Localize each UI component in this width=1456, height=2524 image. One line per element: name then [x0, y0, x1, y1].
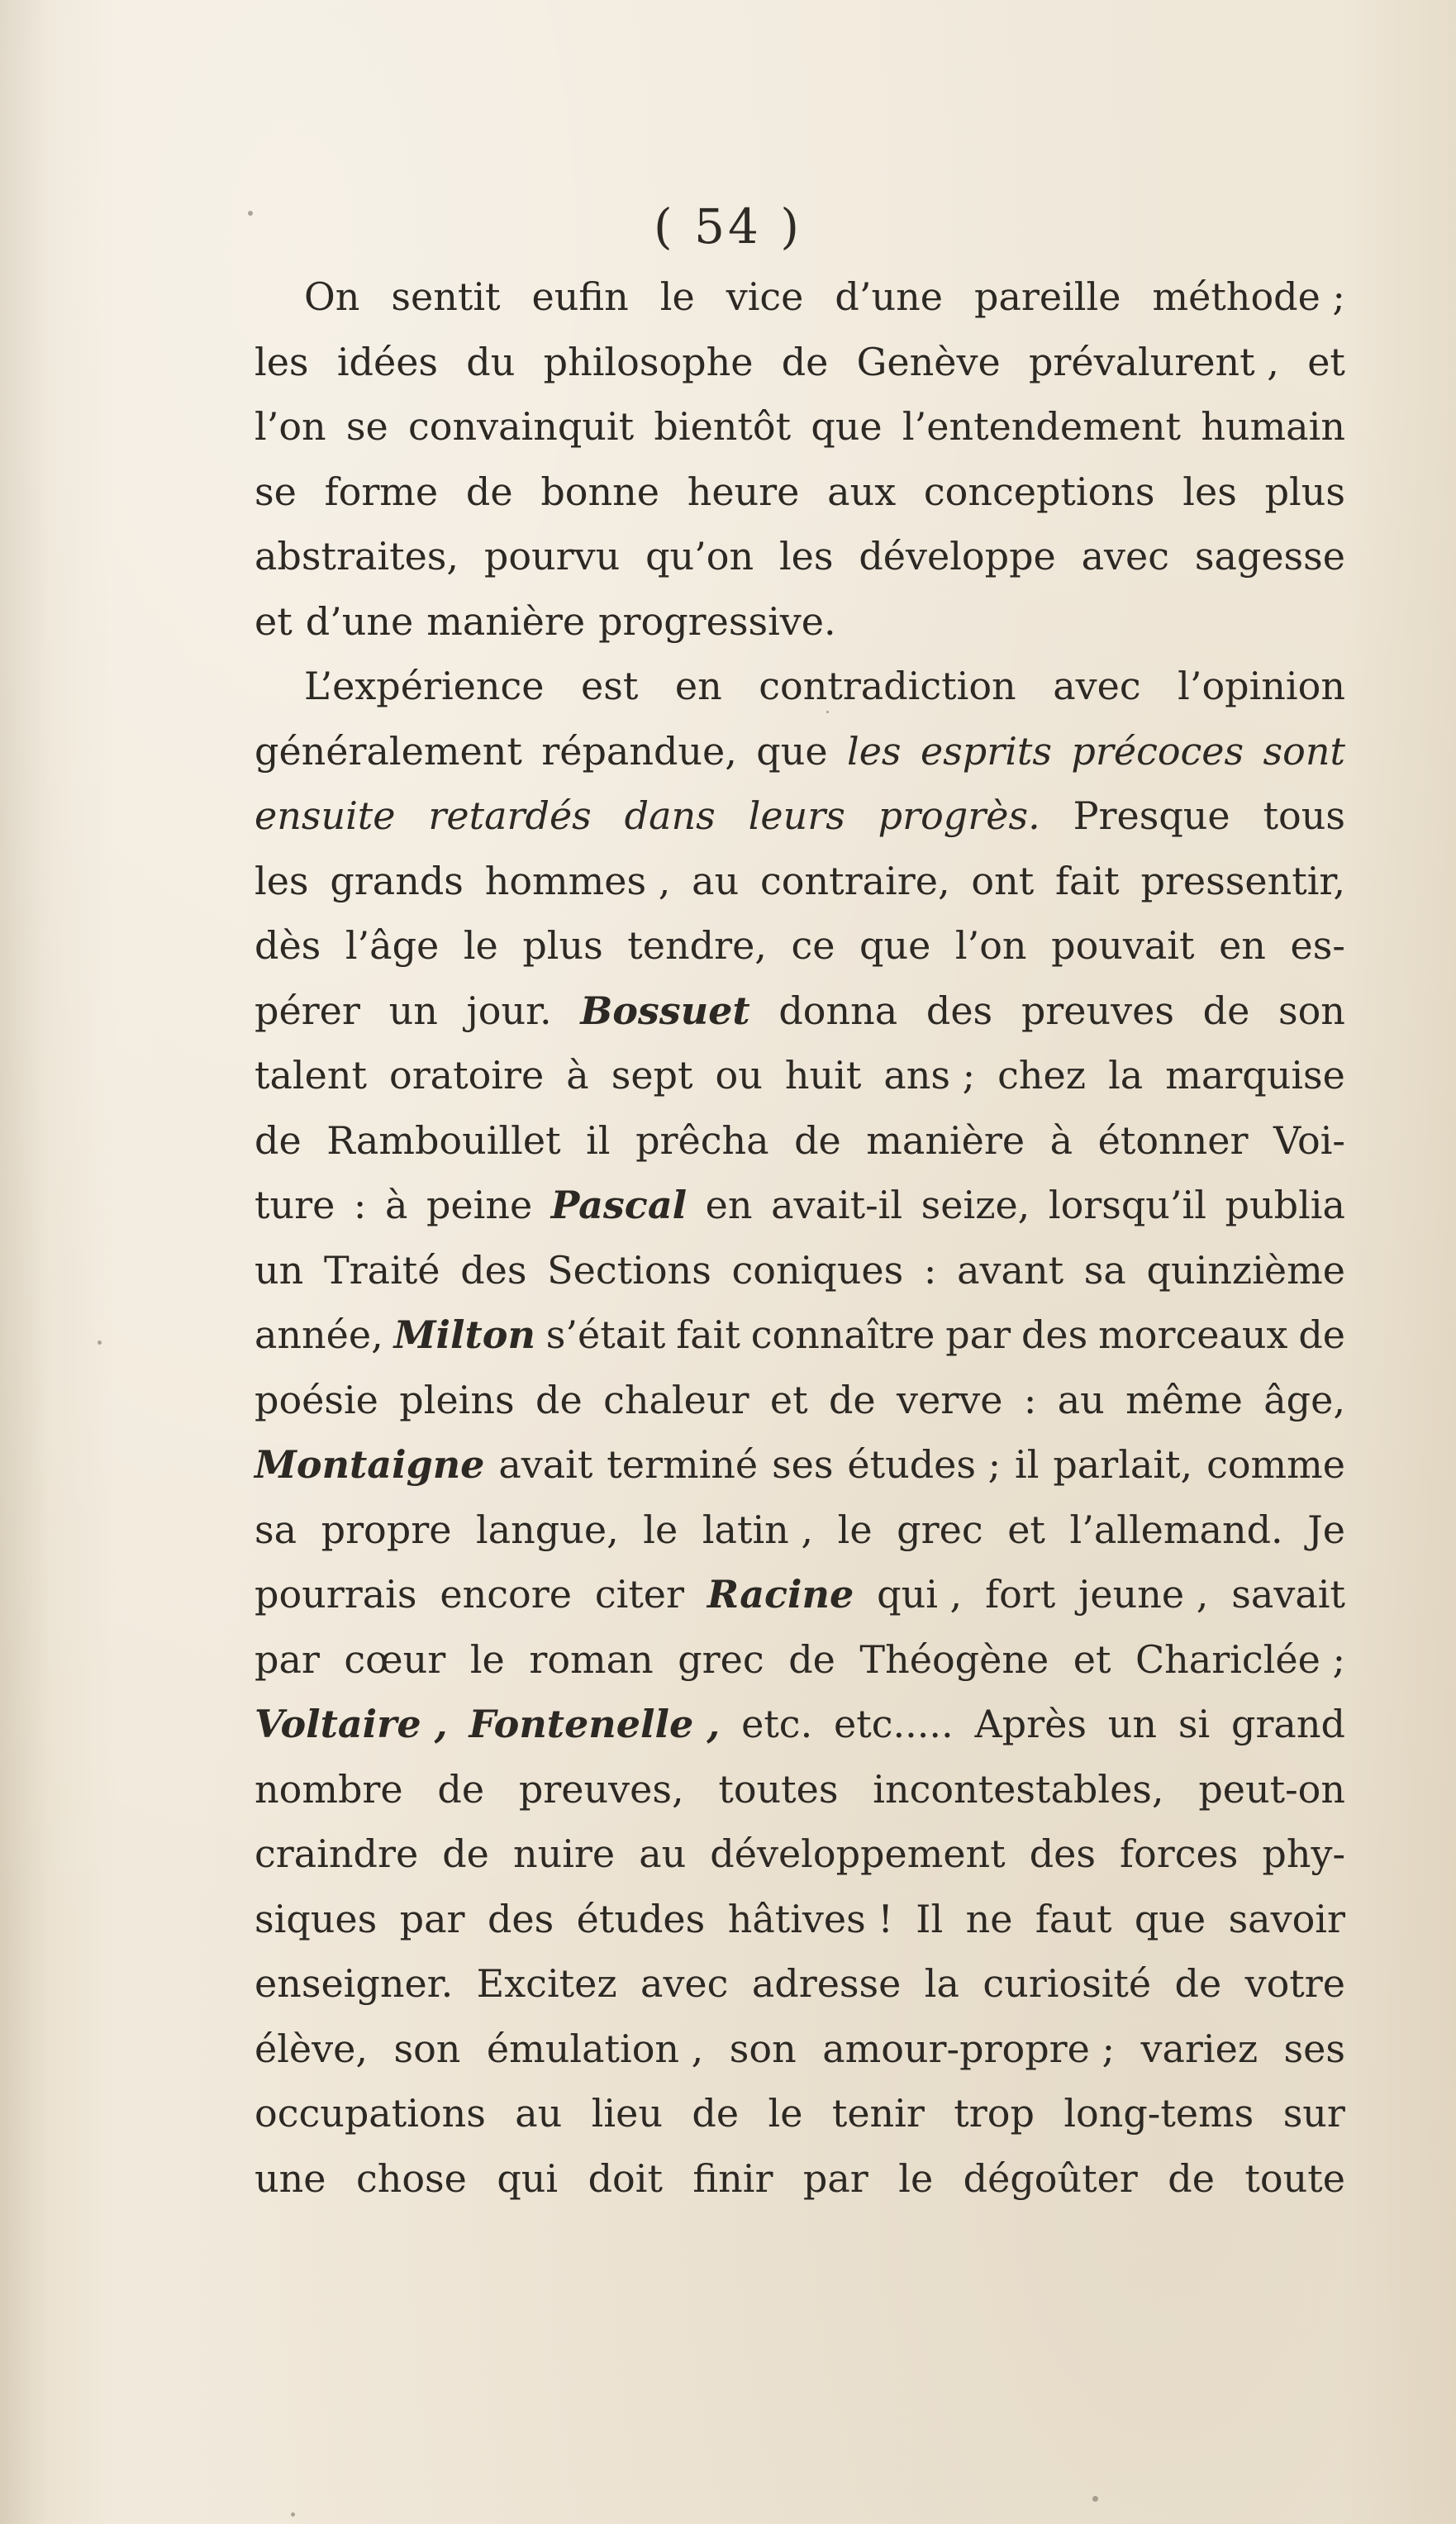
word: qu’on: [645, 534, 754, 579]
word: par: [945, 1312, 1011, 1357]
text-line: [255, 1302, 1345, 1368]
word: etc.....: [834, 1702, 954, 1746]
word: Voi-: [1273, 1117, 1345, 1163]
word: pareille: [974, 274, 1121, 319]
word: l’on: [954, 923, 1027, 968]
word: le: [469, 1636, 505, 1682]
word: quinzième: [1146, 1247, 1345, 1293]
word: conceptions: [923, 469, 1155, 514]
word: hommes ,: [484, 858, 671, 903]
word: incontestables,: [873, 1766, 1164, 1812]
word: sa: [1083, 1247, 1126, 1293]
text-line: [255, 2017, 1345, 2082]
word: plus: [522, 923, 603, 968]
word: les: [778, 534, 834, 579]
word: sur: [1282, 2091, 1345, 2136]
word: tendre,: [627, 923, 767, 968]
word: sept: [611, 1053, 693, 1098]
word: Voltaire ,: [255, 1702, 448, 1746]
word: s’était: [545, 1312, 666, 1357]
word: contradiction: [759, 664, 1016, 708]
text-line: [255, 1562, 1345, 1627]
text-line: [255, 330, 1345, 395]
word: nombre: [255, 1766, 403, 1812]
text-line: [255, 1368, 1345, 1433]
word: étonner: [1097, 1117, 1249, 1163]
word: Rambouillet: [326, 1117, 561, 1163]
word: vice: [726, 274, 804, 319]
word: fait: [676, 1312, 740, 1357]
word: développe: [859, 534, 1056, 579]
text-line: [255, 849, 1345, 914]
text-line: [255, 264, 1345, 330]
word: des: [487, 1896, 554, 1941]
word: ensuite: [255, 793, 396, 838]
word: le: [898, 2155, 934, 2201]
word: de: [442, 1831, 489, 1876]
word: et: [769, 1377, 808, 1422]
word: encore: [440, 1572, 572, 1617]
word: et: [255, 598, 293, 644]
word: bonne: [540, 469, 659, 514]
word: qui: [497, 2155, 559, 2201]
word: développement: [710, 1831, 1006, 1876]
word: finir: [692, 2155, 773, 2201]
word: que: [1134, 1896, 1206, 1941]
word: chez: [997, 1053, 1087, 1098]
word: L’expérience: [304, 664, 545, 708]
text-line: [255, 1887, 1345, 1952]
word: roman: [529, 1636, 654, 1682]
word: donna: [778, 988, 898, 1033]
word: progressive.: [598, 598, 836, 644]
word: siques: [255, 1896, 378, 1941]
word: manière: [426, 598, 586, 644]
word: une: [255, 2155, 326, 2201]
word: des: [925, 988, 993, 1033]
word: l’entendement: [902, 404, 1182, 449]
word: comme: [1206, 1442, 1345, 1487]
word: les: [846, 728, 902, 774]
word: un: [1107, 1702, 1158, 1746]
word: faut: [1035, 1896, 1112, 1941]
word: ses: [772, 1442, 834, 1487]
word: au: [692, 858, 740, 903]
text-line: [255, 783, 1345, 849]
word: enseigner.: [255, 1961, 454, 2006]
word: nuire: [512, 1831, 616, 1876]
word: peut-on: [1198, 1766, 1345, 1812]
word: avait-il: [771, 1183, 903, 1227]
word: verve: [897, 1377, 1003, 1422]
word: année,: [255, 1312, 383, 1357]
word: variez: [1140, 2026, 1259, 2071]
word: Théogène: [859, 1636, 1049, 1682]
word: curiosité: [983, 1961, 1152, 2006]
word: bientôt: [654, 404, 792, 449]
word: est: [581, 664, 639, 708]
word: convainquit: [408, 404, 635, 449]
word: au: [639, 1831, 687, 1876]
word: philosophe: [543, 339, 754, 384]
word: et: [1007, 1507, 1045, 1552]
word: de: [465, 469, 513, 514]
text-line: [255, 1043, 1345, 1108]
word: de: [255, 1117, 302, 1163]
word: élève,: [255, 2026, 368, 2071]
word: adresse: [751, 1961, 902, 2006]
word: de: [1298, 1312, 1345, 1357]
paper-speck: [291, 2512, 295, 2517]
word: toutes: [718, 1766, 839, 1812]
word: jeune ,: [1078, 1572, 1209, 1617]
word: preuves: [1021, 988, 1174, 1033]
word: abstraites,: [255, 534, 459, 579]
word: dans: [624, 793, 716, 838]
word: de: [788, 1636, 835, 1682]
word: peine: [426, 1183, 533, 1227]
word: huit: [784, 1053, 862, 1098]
word: de: [1202, 988, 1250, 1033]
word: de: [1168, 2155, 1215, 2201]
word: Racine: [707, 1572, 854, 1617]
word: avec: [1081, 534, 1169, 579]
text-line: [255, 1108, 1345, 1174]
word: poésie: [255, 1377, 378, 1422]
word: preuves,: [518, 1766, 684, 1812]
word: se: [255, 469, 297, 514]
word: sagesse: [1194, 534, 1345, 579]
paper-speck: [1092, 2496, 1098, 2502]
word: forme: [324, 469, 439, 514]
word: il: [586, 1117, 611, 1163]
word: hâtives !: [727, 1896, 893, 1941]
word: ture: [255, 1183, 335, 1227]
word: en: [705, 1183, 753, 1227]
word: des: [1021, 1312, 1088, 1357]
word: pouvait: [1051, 923, 1195, 968]
word: un: [255, 1247, 304, 1293]
word: le: [643, 1507, 678, 1552]
word: et: [1307, 339, 1345, 384]
word: ou: [715, 1053, 763, 1098]
word: son: [729, 2026, 797, 2071]
word: avec: [640, 1961, 729, 2006]
word: Il: [916, 1896, 944, 1941]
word: :: [923, 1247, 937, 1293]
word: le: [659, 274, 695, 319]
text-line: [255, 1238, 1345, 1303]
text-line: [255, 1757, 1345, 1822]
word: ans ;: [883, 1053, 976, 1098]
word: savait: [1231, 1572, 1345, 1617]
word: craindre: [255, 1831, 419, 1876]
word: Traité: [323, 1247, 440, 1293]
word: citer: [594, 1572, 685, 1617]
word: pleins: [399, 1377, 515, 1422]
word: votre: [1244, 1961, 1345, 2006]
text-line: [255, 524, 1345, 589]
word: Genève: [856, 339, 1001, 384]
paper-speck: [826, 711, 829, 713]
word: que: [756, 728, 828, 774]
word: ne: [965, 1896, 1013, 1941]
word: il: [1015, 1442, 1040, 1487]
word: toute: [1244, 2155, 1345, 2201]
word: grec: [678, 1636, 764, 1682]
word: parlait,: [1053, 1442, 1193, 1487]
word: latin ,: [702, 1507, 814, 1552]
word: Presque: [1073, 793, 1230, 838]
text-line: [255, 1173, 1345, 1238]
word: répandue,: [541, 728, 737, 774]
word: le: [463, 923, 498, 968]
word: la: [1108, 1053, 1144, 1098]
word: manière: [866, 1117, 1025, 1163]
word: que: [811, 404, 883, 449]
word: terminé: [607, 1442, 759, 1487]
text-line: [255, 1822, 1345, 1887]
word: avec: [1053, 664, 1141, 708]
word: es-: [1290, 923, 1345, 968]
word: à: [384, 1183, 408, 1227]
word: la: [924, 1961, 959, 2006]
word: connaître: [750, 1312, 935, 1357]
word: de: [437, 1766, 485, 1812]
word: précoces: [1071, 728, 1244, 774]
word: langue,: [476, 1507, 619, 1552]
word: publia: [1225, 1183, 1345, 1227]
word: avant: [957, 1247, 1064, 1293]
word: âge,: [1263, 1377, 1345, 1422]
word: en: [1219, 923, 1266, 968]
word: lorsqu’il: [1048, 1183, 1206, 1227]
word: à: [566, 1053, 589, 1098]
text-line: [255, 2081, 1345, 2146]
word: fait: [1055, 858, 1120, 903]
word: marquise: [1165, 1053, 1345, 1098]
word: chose: [355, 2155, 467, 2201]
word: prévalurent ,: [1028, 339, 1279, 384]
word: d’une: [305, 598, 414, 644]
word: méthode ;: [1152, 274, 1345, 319]
word: le: [768, 2091, 803, 2136]
word: l’âge: [345, 923, 440, 968]
word: sentit: [391, 274, 501, 319]
paper-speck: [248, 211, 253, 216]
word: morceaux: [1098, 1312, 1288, 1357]
word: dégoûter: [963, 2155, 1138, 2201]
text-line: [255, 719, 1345, 784]
text-line: [255, 589, 1345, 655]
paper-speck: [98, 1341, 102, 1345]
word: humain: [1201, 404, 1345, 449]
word: talent: [255, 1053, 367, 1098]
word: grand: [1231, 1702, 1345, 1746]
word: dès: [255, 923, 321, 968]
word: avait: [498, 1442, 593, 1487]
word: même: [1125, 1377, 1243, 1422]
word: :: [353, 1183, 367, 1227]
word: retardés: [428, 793, 592, 838]
word: un: [388, 988, 438, 1033]
word: d’une: [835, 274, 943, 319]
word: idées: [336, 339, 439, 384]
text-line: [255, 1951, 1345, 2017]
word: l’opinion: [1178, 664, 1345, 708]
word: les: [1182, 469, 1237, 514]
word: contraire,: [760, 858, 950, 903]
word: Bossuet: [580, 988, 750, 1033]
text-line: [255, 654, 1345, 719]
word: son: [393, 2026, 461, 2071]
word: Chariclée ;: [1135, 1636, 1345, 1682]
word: propre: [321, 1507, 452, 1552]
word: chaleur: [603, 1377, 749, 1422]
word: phy-: [1262, 1831, 1345, 1876]
word: pressentir,: [1140, 858, 1345, 903]
word: et: [1073, 1636, 1111, 1682]
word: si: [1178, 1702, 1211, 1746]
word: doit: [588, 2155, 663, 2201]
word: savoir: [1228, 1896, 1345, 1941]
word: fort: [985, 1572, 1056, 1617]
word: On: [304, 274, 360, 319]
word: tenir: [831, 2091, 925, 2136]
word: heure: [687, 469, 800, 514]
word: seize,: [921, 1183, 1030, 1227]
word: ses: [1283, 2026, 1345, 2071]
word: que: [859, 923, 931, 968]
word: amour-propre ;: [822, 2026, 1115, 2071]
word: oratoire: [389, 1053, 545, 1098]
word: trop: [954, 2091, 1035, 2136]
word: en: [674, 664, 722, 708]
text-line: [255, 1692, 1345, 1757]
word: l’allemand.: [1069, 1507, 1283, 1552]
word: lieu: [591, 2091, 663, 2136]
word: grands: [330, 858, 464, 903]
text-line: [255, 1432, 1345, 1498]
word: pourrais: [255, 1572, 417, 1617]
word: plus: [1264, 469, 1345, 514]
text-line: [255, 1498, 1345, 1563]
word: émulation ,: [486, 2026, 704, 2071]
word: études ;: [847, 1442, 1002, 1487]
word: forces: [1120, 1831, 1239, 1876]
word: ont: [971, 858, 1035, 903]
word: par: [399, 1896, 465, 1941]
word: de: [692, 2091, 740, 2136]
word: généralement: [255, 728, 522, 774]
word: du: [466, 339, 516, 384]
word: de: [535, 1377, 583, 1422]
word: progrès.: [878, 793, 1040, 838]
body-text: [255, 264, 1345, 2211]
word: études: [576, 1896, 706, 1941]
text-line: [255, 1627, 1345, 1693]
word: au: [515, 2091, 563, 2136]
text-line: [255, 2146, 1345, 2212]
word: des: [1029, 1831, 1096, 1876]
word: à: [1049, 1117, 1073, 1163]
word: :: [1023, 1377, 1037, 1422]
word: grec: [897, 1507, 983, 1552]
word: Fontenelle ,: [469, 1702, 721, 1746]
word: Excitez: [476, 1961, 617, 2006]
text-line: [255, 394, 1345, 460]
word: de: [794, 1117, 841, 1163]
word: son: [1278, 988, 1345, 1033]
word: prêcha: [635, 1117, 769, 1163]
word: ce: [791, 923, 835, 968]
word: Milton: [393, 1312, 535, 1357]
word: Je: [1307, 1507, 1345, 1552]
word: leurs: [748, 793, 845, 838]
text-line: [255, 913, 1345, 979]
word: occupations: [255, 2091, 486, 2136]
word: esprits: [920, 728, 1053, 774]
word: long-tems: [1063, 2091, 1254, 2136]
word: Sections: [547, 1247, 711, 1293]
word: qui ,: [877, 1572, 963, 1617]
word: par: [802, 2155, 868, 2201]
word: l’on: [255, 404, 326, 449]
word: de: [828, 1377, 876, 1422]
word: jour.: [466, 988, 552, 1033]
word: se: [345, 404, 388, 449]
word: par: [255, 1636, 320, 1682]
page-number: ( 54 ): [654, 198, 802, 255]
word: pérer: [255, 988, 360, 1033]
word: eufin: [531, 274, 629, 319]
word: cœur: [344, 1636, 446, 1682]
word: coniques: [731, 1247, 904, 1293]
word: Après: [974, 1702, 1087, 1746]
word: etc.: [741, 1702, 813, 1746]
word: Montaigne: [255, 1442, 485, 1487]
word: le: [837, 1507, 873, 1552]
word: aux: [827, 469, 897, 514]
word: les: [255, 339, 309, 384]
text-line: [255, 460, 1345, 525]
word: pourvu: [483, 534, 621, 579]
word: les: [255, 858, 309, 903]
word: de: [1174, 1961, 1222, 2006]
word: tous: [1263, 793, 1345, 838]
word: de: [781, 339, 829, 384]
text-line: [255, 979, 1345, 1044]
word: sont: [1263, 728, 1345, 774]
word: Pascal: [550, 1183, 688, 1227]
word: sa: [255, 1507, 297, 1552]
word: des: [460, 1247, 527, 1293]
word: au: [1057, 1377, 1105, 1422]
